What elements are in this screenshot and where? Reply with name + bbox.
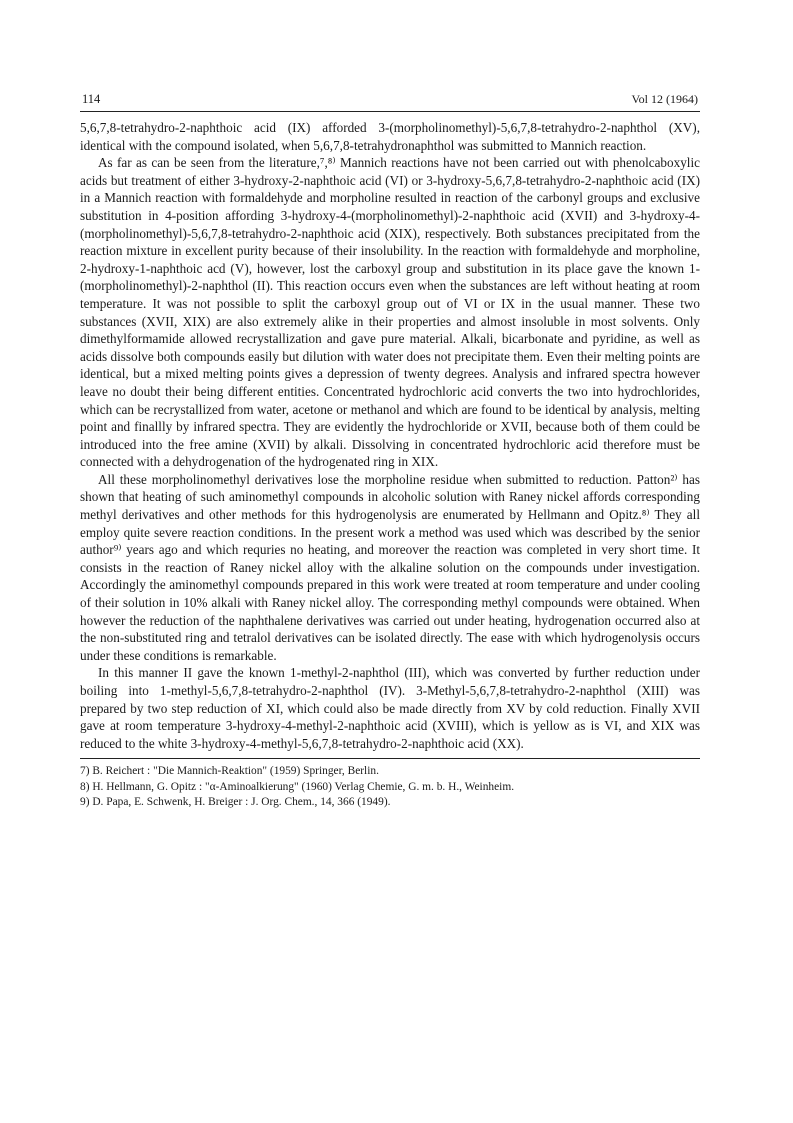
footnote-references [80, 764, 700, 810]
reference-7: 7) B. Reichert : "Die Mannich-Reaktion" (1959) Springer, Berlin. [80, 765, 379, 778]
paragraph-products: In this manner II gave the known 1-methyl-2-naphthol (III), which was converted by further reduction under boiling into 1-methyl-5,6,7,8-tetrahydro-2-naphthol (IV). 3-Methyl-5,6,7,8-tetrahydro-2-naphthol (XIII) was prepared by two step reduction of XI, which could also be made directly from XV by cold reduction. Finally XVII gave at room temperature 3-hydroxy-4-methyl-2-naphthoic acid (XVIII), which is yellow as is VI, and XIX was reduced to the white 3-hydroxy-4-methyl-5,6,7,8-tetrahydro-2-naphthoic acid (XX). [80, 665, 700, 751]
journal-page [80, 92, 700, 810]
paragraph-continuation: 5,6,7,8-tetrahydro-2-naphthoic acid (IX) afforded 3-(morpholinomethyl)-5,6,7,8-tetrahydro-2-naphthol (XV), identical with the compound isolated, when 5,6,7,8-tetrahydronaphthol was submitted to Mannich reaction. [80, 120, 700, 153]
body-text [80, 119, 700, 752]
running-header [80, 92, 700, 112]
volume-label: Vol 12 (1964) [631, 92, 698, 106]
reference-9: 9) D. Papa, E. Schwenk, H. Breiger : J. Org. Chem., 14, 366 (1949). [80, 795, 391, 808]
footnote-divider [80, 758, 700, 759]
paragraph-mannich: As far as can be seen from the literature,⁷,⁸⁾ Mannich reactions have not been carried out with phenolcaboxylic acids but treatment of either 3-hydroxy-2-naphthoic acid (VI) or 3-hydroxy-5,6,7,8-tetrahydro-2-naphthoic acid (IX) in a Mannich reaction with formaldehyde and morpholine resulted in reaction of the carbonyl groups and exclusive substitution in 4-position affording 3-hydroxy-4-(morpholinomethyl)-2-naphthoic acid (XVII) and 3-hydroxy-4-(morpholinomethyl)-5,6,7,8-tetrahydro-2-naphthoic acid (XIX), respectively. Both substances precipitated from the reaction mixture in excellent purity because of their insolubility. In the reaction with formaldehyde and morpholine, 2-hydroxy-1-naphthoic acd (V), however, lost the carboxyl group and substitution in its place gave the known 1-(morpholinomethyl)-2-naphthol (II). This reaction occurs even when the substances are left without heating at room temperature. It was not possible to split the carboxyl group out of VI or IX in the usual manner. These two substances (XVII, XIX) are also extremely alike in their properties and almost insoluble in most solvents. Only dimethylformamide allowed recrystallization and gave pure material. Alkali, bicarbonate and pyridine, as well as acids dissolve both compounds easily but dilution with water does not precipitate them. Even their melting points are identical, but a mixed melting points gives a depression of twenty degrees. Analysis and infrared spectra however leave no doubt their being different entities. Concentrated hydrochloric acid converts the two into hydrochlorides, which can be recrystallized from water, acetone or methanol and which are found to be identical by analysis, melting point and finallly by infrared spectra. They are evidently the hydrochloride or XVII, because both of them could be introduced into the free amine (XVII) by alkali. Dissolving in concentrated hydrochloric acid therefore must be connected with a dehydrogenation of the hydrogenated ring in XIX. [80, 155, 700, 470]
page-number: 114 [82, 92, 101, 106]
reference-8: 8) H. Hellmann, G. Opitz : "α-Aminoalkierung" (1960) Verlag Chemie, G. m. b. H., Weinheim. [80, 780, 515, 793]
paragraph-reduction: All these morpholinomethyl derivatives lose the morpholine residue when submitted to reduction. Patton²⁾ has shown that heating of such aminomethyl compounds in alcoholic solution with Raney nickel affords corresponding methyl derivatives and other methods for this hydrogenolysis are enumerated by Hellmann and Opitz.⁸⁾ They all employ quite severe reaction conditions. In the present work a method was used which was described by the senior author⁹⁾ years ago and which requries no heating, and moreover the reaction was completed in very short time. It consists in the reaction of Raney nickel alloy with the alkaline solution on the compounds under investigation. Accordingly the aminomethyl compounds prepared in this work were treated at room temperature and under cooling of their solution in 10% alkali with Raney nickel alloy. The corresponding methyl compounds were obtained. When however the reduction of the naphthalene derivatives was carried out under heating, hydrogenation occurred also at the non-substituted ring and tetralol derivatives can be isolated directly. The ease with which hydrogenolysis occurs under these conditions is remarkable. [80, 471, 700, 663]
